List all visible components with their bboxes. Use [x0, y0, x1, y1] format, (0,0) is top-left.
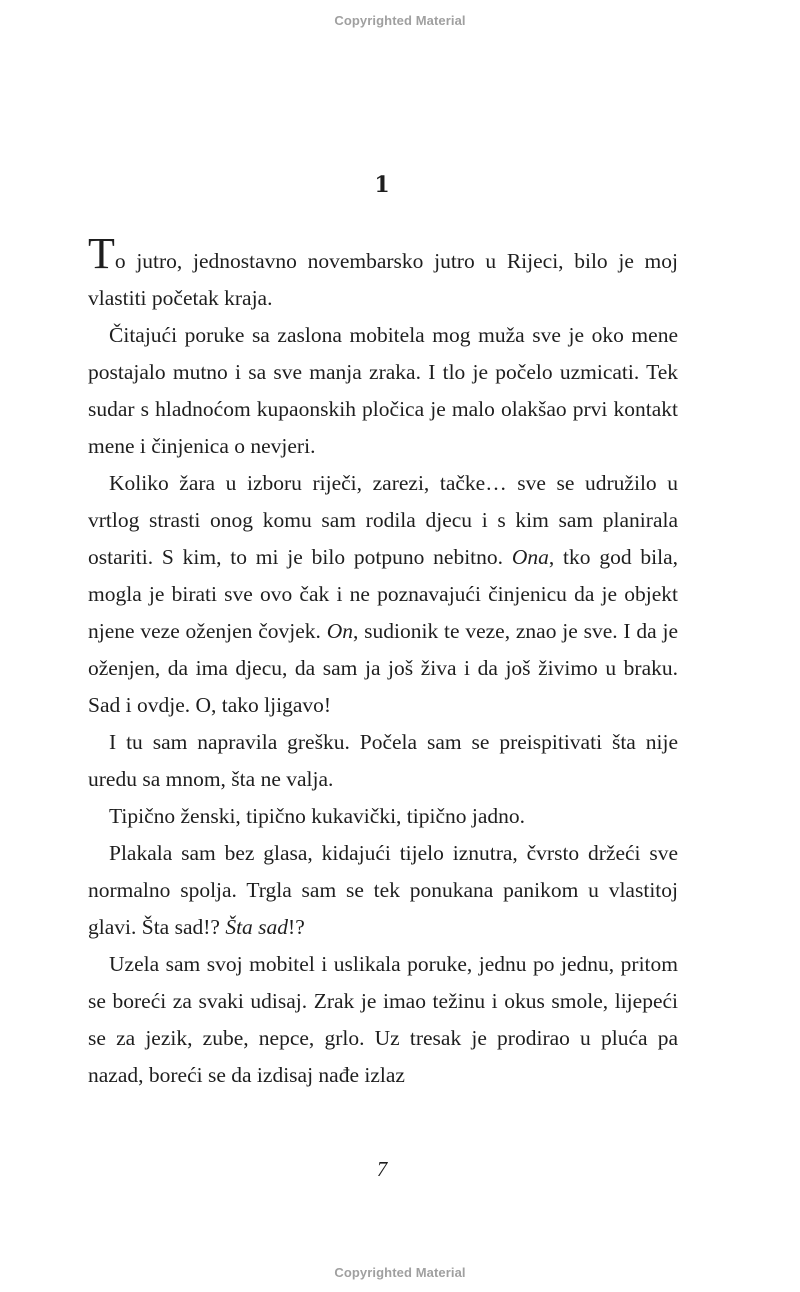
emphasis-sta-sad: Šta sad: [225, 915, 289, 939]
paragraph-6-part-a: Plakala sam bez glasa, kidajući tijelo iznutra, čvrsto držeći sve normalno spolja. Trgla sam se tek ponukana panikom u vlastitoj glavi. Šta sad!?: [88, 841, 678, 939]
paragraph-6-part-b: !?: [288, 915, 305, 939]
drop-cap: T: [88, 229, 115, 278]
paragraph-3: [88, 465, 678, 724]
paragraph-5: Tipično ženski, tipično kukavički, tipično jadno.: [109, 804, 526, 828]
paragraph-3-part-a: Koliko žara u izboru riječi, zarezi, tačke… sve se udružilo u vrtlog strasti onog komu sam rodila djecu i s kim sam planirala ostariti. S kim, to mi je bilo potpuno nebitno.: [88, 471, 678, 569]
paragraph-3-part-c: , sudionik te veze, znao je sve. I da je oženjen, da ima djecu, da sam ja još živa i da još živimo u braku. Sad i ovdje. O, tako ljigavo!: [88, 619, 678, 717]
copyright-watermark-top: Copyrighted Material: [334, 13, 466, 28]
paragraph-1: [88, 229, 678, 317]
paragraph-2: Čitajući poruke sa zaslona mobitela mog muža sve je oko mene postajalo mutno i sa sve manja zraka. I tlo je počelo uzmicati. Tek sudar s hladnoćom kupaonskih pločica je malo olakšao prvi kontakt mene i činjenica o nevjeri.: [88, 323, 678, 458]
paragraph-1-text: o jutro, jednostavno novembarsko jutro u Rijeci, bilo je moj vlastiti početak kraja.: [88, 249, 678, 310]
emphasis-ona: Ona: [511, 545, 549, 569]
copyright-watermark-bottom: Copyrighted Material: [334, 1265, 466, 1280]
page-number: 7: [376, 1157, 388, 1181]
emphasis-on: On: [326, 619, 353, 643]
paragraph-4: I tu sam napravila grešku. Počela sam se preispitivati šta nije uredu sa mnom, šta ne valja.: [88, 730, 678, 791]
chapter-text: [88, 229, 679, 1094]
paragraph-6: [88, 835, 678, 946]
paragraph-3-part-b: , tko god bila, mogla je birati sve ovo čak i ne poznavajući činjenicu da je objekt njene veze oženjen čovjek.: [88, 545, 679, 643]
paragraph-7: Uzela sam svoj mobitel i uslikala poruke, jednu po jednu, pritom se boreći za svaki udisaj. Zrak je imao težinu i okus smole, lijepeći se za jezik, zube, nepce, grlo. Uz tresak je prodirao u pluća pa nazad, boreći se da izdisaj nađe izlaz: [88, 952, 678, 1087]
chapter-number: 1: [374, 172, 390, 198]
